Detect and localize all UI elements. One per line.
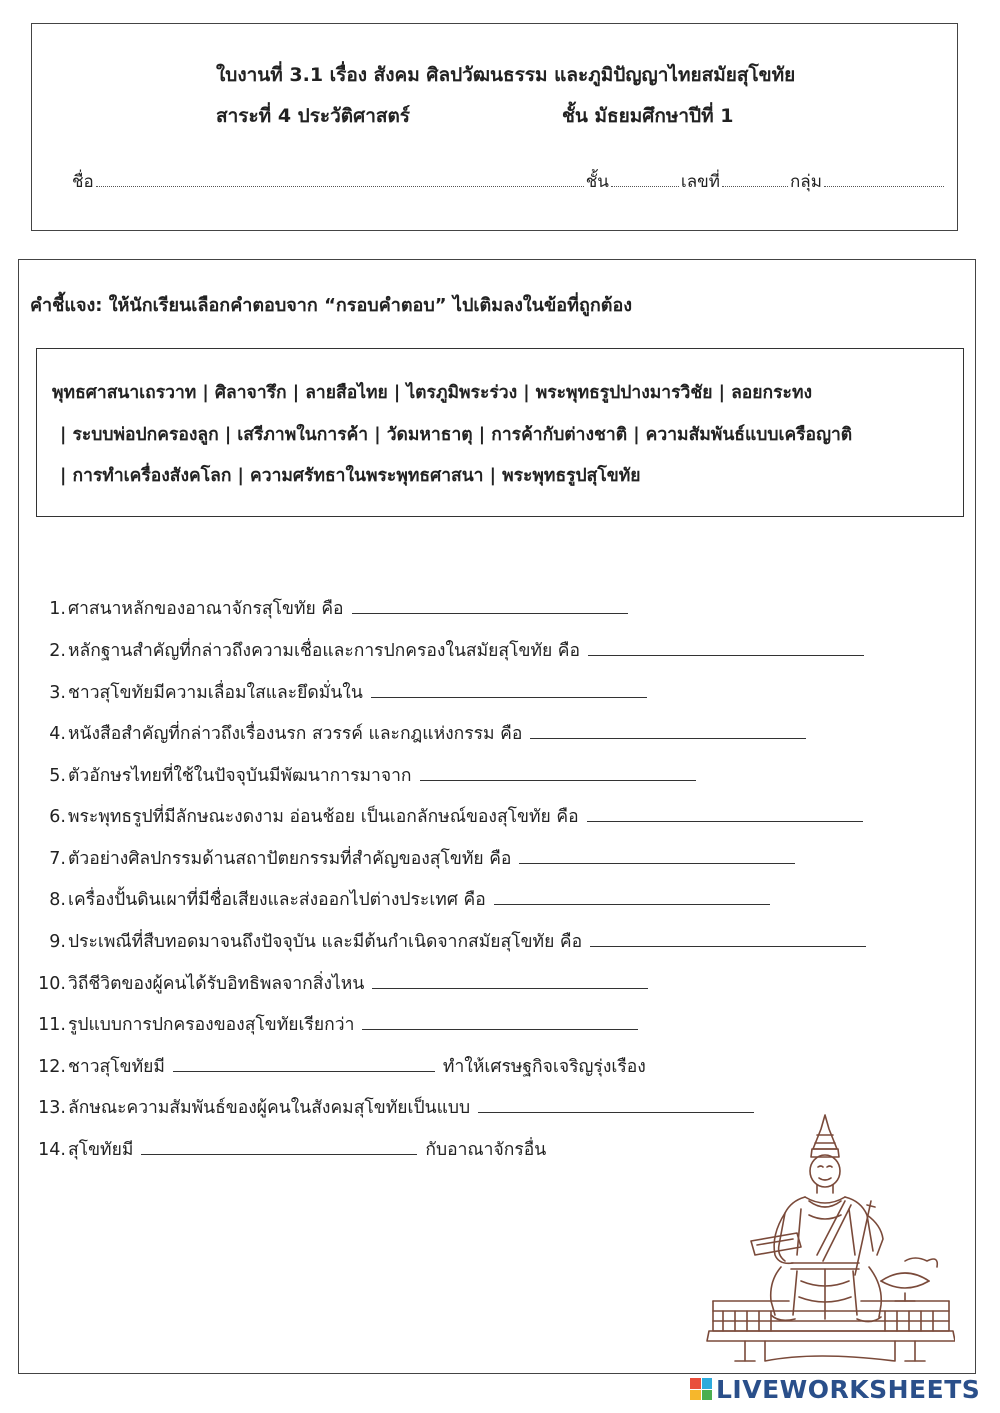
question-text: ประเพณีที่สืบทอดมาจนถึงปัจจุบัน และมีต้นกำเนิดจากสมัยสุโขทัย คือ: [68, 932, 583, 952]
question-number: 13.: [38, 1098, 66, 1118]
answer-blank[interactable]: [372, 974, 648, 989]
answer-blank[interactable]: [371, 683, 647, 698]
question-text: ลักษณะความสัมพันธ์ของผู้คนในสังคมสุโขทัยเป็นแบบ: [68, 1098, 471, 1118]
group-field[interactable]: [824, 186, 944, 187]
answer-blank[interactable]: [141, 1140, 417, 1155]
answer-blank[interactable]: [587, 807, 863, 822]
question-text-after: ทำให้เศรษฐกิจเจริญรุ่งเรือง: [442, 1057, 646, 1077]
grade-label: ชั้น มัธยมศึกษาปีที่ 1: [562, 105, 734, 127]
class-field[interactable]: [611, 186, 679, 187]
question-1: [38, 594, 636, 622]
question-text: ชาวสุโขทัยมี: [68, 1057, 165, 1077]
subject-label: สาระที่ 4 ประวัติศาสตร์: [216, 105, 410, 127]
group-label: กลุ่ม: [789, 172, 822, 192]
logo-badge-icon: [690, 1378, 712, 1400]
logo-text: LIVEWORKSHEETS: [716, 1374, 981, 1404]
question-2: [38, 636, 872, 664]
question-text-after: กับอาณาจักรอื่น: [425, 1140, 547, 1160]
question-13: [38, 1093, 762, 1121]
question-text: รูปแบบการปกครองของสุโขทัยเรียกว่า: [68, 1015, 355, 1035]
number-label: เลขที่: [680, 172, 720, 192]
question-number: 1.: [49, 599, 66, 619]
question-number: 3.: [49, 683, 66, 703]
question-number: 2.: [49, 641, 66, 661]
worksheet-title: ใบงานที่ 3.1 เรื่อง สังคม ศิลปวัฒนธรรม และภูมิปัญญาไทยสมัยสุโขทัย: [216, 64, 796, 86]
question-text: ชาวสุโขทัยมีความเลื่อมใสและยึดมั่นใน: [68, 683, 363, 703]
question-text: เครื่องปั้นดินเผาที่มีชื่อเสียงและส่งออกไปต่างประเทศ คือ: [68, 890, 486, 910]
question-5: [38, 761, 704, 789]
question-number: 14.: [38, 1140, 66, 1160]
answer-blank[interactable]: [362, 1015, 638, 1030]
answer-blank[interactable]: [588, 641, 864, 656]
liveworksheets-logo: [690, 1374, 980, 1404]
answer-blank[interactable]: [530, 724, 806, 739]
answer-line: | ระบบพ่อปกครองลูก | เสรีภาพในการค้า | วัดมหาธาตุ | การค้ากับต่างชาติ | ความสัมพันธ์แบบเครือญาติ: [60, 425, 853, 445]
answer-blank[interactable]: [420, 766, 696, 781]
answer-blank[interactable]: [590, 932, 866, 947]
question-number: 4.: [49, 724, 66, 744]
question-text: ตัวอย่างศิลปกรรมด้านสถาปัตยกรรมที่สำคัญของสุโขทัย คือ: [68, 849, 512, 869]
question-number: 7.: [49, 849, 66, 869]
question-9: [38, 927, 874, 955]
question-number: 12.: [38, 1057, 66, 1077]
instruction: คำชี้แจง: ให้นักเรียนเลือกคำตอบจาก “กรอบคำตอบ” ไปเติมลงในข้อที่ถูกต้อง: [30, 295, 633, 316]
question-number: 11.: [38, 1015, 66, 1035]
question-number: 6.: [49, 807, 66, 827]
question-text: วิถีชีวิตของผู้คนได้รับอิทธิพลจากสิ่งไหน: [68, 974, 365, 994]
question-text: ตัวอักษรไทยที่ใช้ในปัจจุบันมีพัฒนาการมาจาก: [68, 766, 412, 786]
answer-blank[interactable]: [352, 599, 628, 614]
question-12: [38, 1052, 646, 1080]
answer-blank[interactable]: [494, 890, 770, 905]
student-info-line: [72, 168, 946, 195]
question-3: [38, 678, 655, 706]
question-text: หนังสือสำคัญที่กล่าวถึงเรื่องนรก สวรรค์ และกฎแห่งกรรม คือ: [68, 724, 523, 744]
question-8: [38, 885, 778, 913]
answer-line: พุทธศาสนาเถรวาท | ศิลาจารึก | ลายสือไทย | ไตรภูมิพระร่วง | พระพุทธรูปปางมารวิชัย | ลอยกระทง: [52, 383, 813, 403]
header-box: [31, 23, 958, 231]
answer-line: | การทำเครื่องสังคโลก | ความศรัทธาในพระพุทธศาสนา | พระพุทธรูปสุโขทัย: [60, 466, 641, 486]
question-11: [38, 1010, 646, 1038]
question-number: 8.: [49, 890, 66, 910]
question-number: 10.: [38, 974, 66, 994]
answer-blank[interactable]: [519, 849, 795, 864]
question-14: [38, 1135, 546, 1163]
name-field[interactable]: [96, 186, 584, 187]
king-statue-illustration: [705, 1105, 955, 1365]
question-number: 9.: [49, 932, 66, 952]
question-7: [38, 844, 803, 872]
name-label: ชื่อ: [72, 172, 94, 192]
question-text: หลักฐานสำคัญที่กล่าวถึงความเชื่อและการปกครองในสมัยสุโขทัย คือ: [68, 641, 581, 661]
question-text: ศาสนาหลักของอาณาจักรสุโขทัย คือ: [68, 599, 344, 619]
class-label: ชั้น: [585, 172, 609, 192]
answer-blank[interactable]: [173, 1057, 435, 1072]
question-6: [38, 802, 871, 830]
question-text: พระพุทธรูปที่มีลักษณะงดงาม อ่อนช้อย เป็นเอกลักษณ์ของสุโขทัย คือ: [68, 807, 579, 827]
question-10: [38, 969, 656, 997]
question-4: [38, 719, 814, 747]
question-text: สุโขทัยมี: [68, 1140, 134, 1160]
question-number: 5.: [49, 766, 66, 786]
number-field[interactable]: [722, 186, 788, 187]
